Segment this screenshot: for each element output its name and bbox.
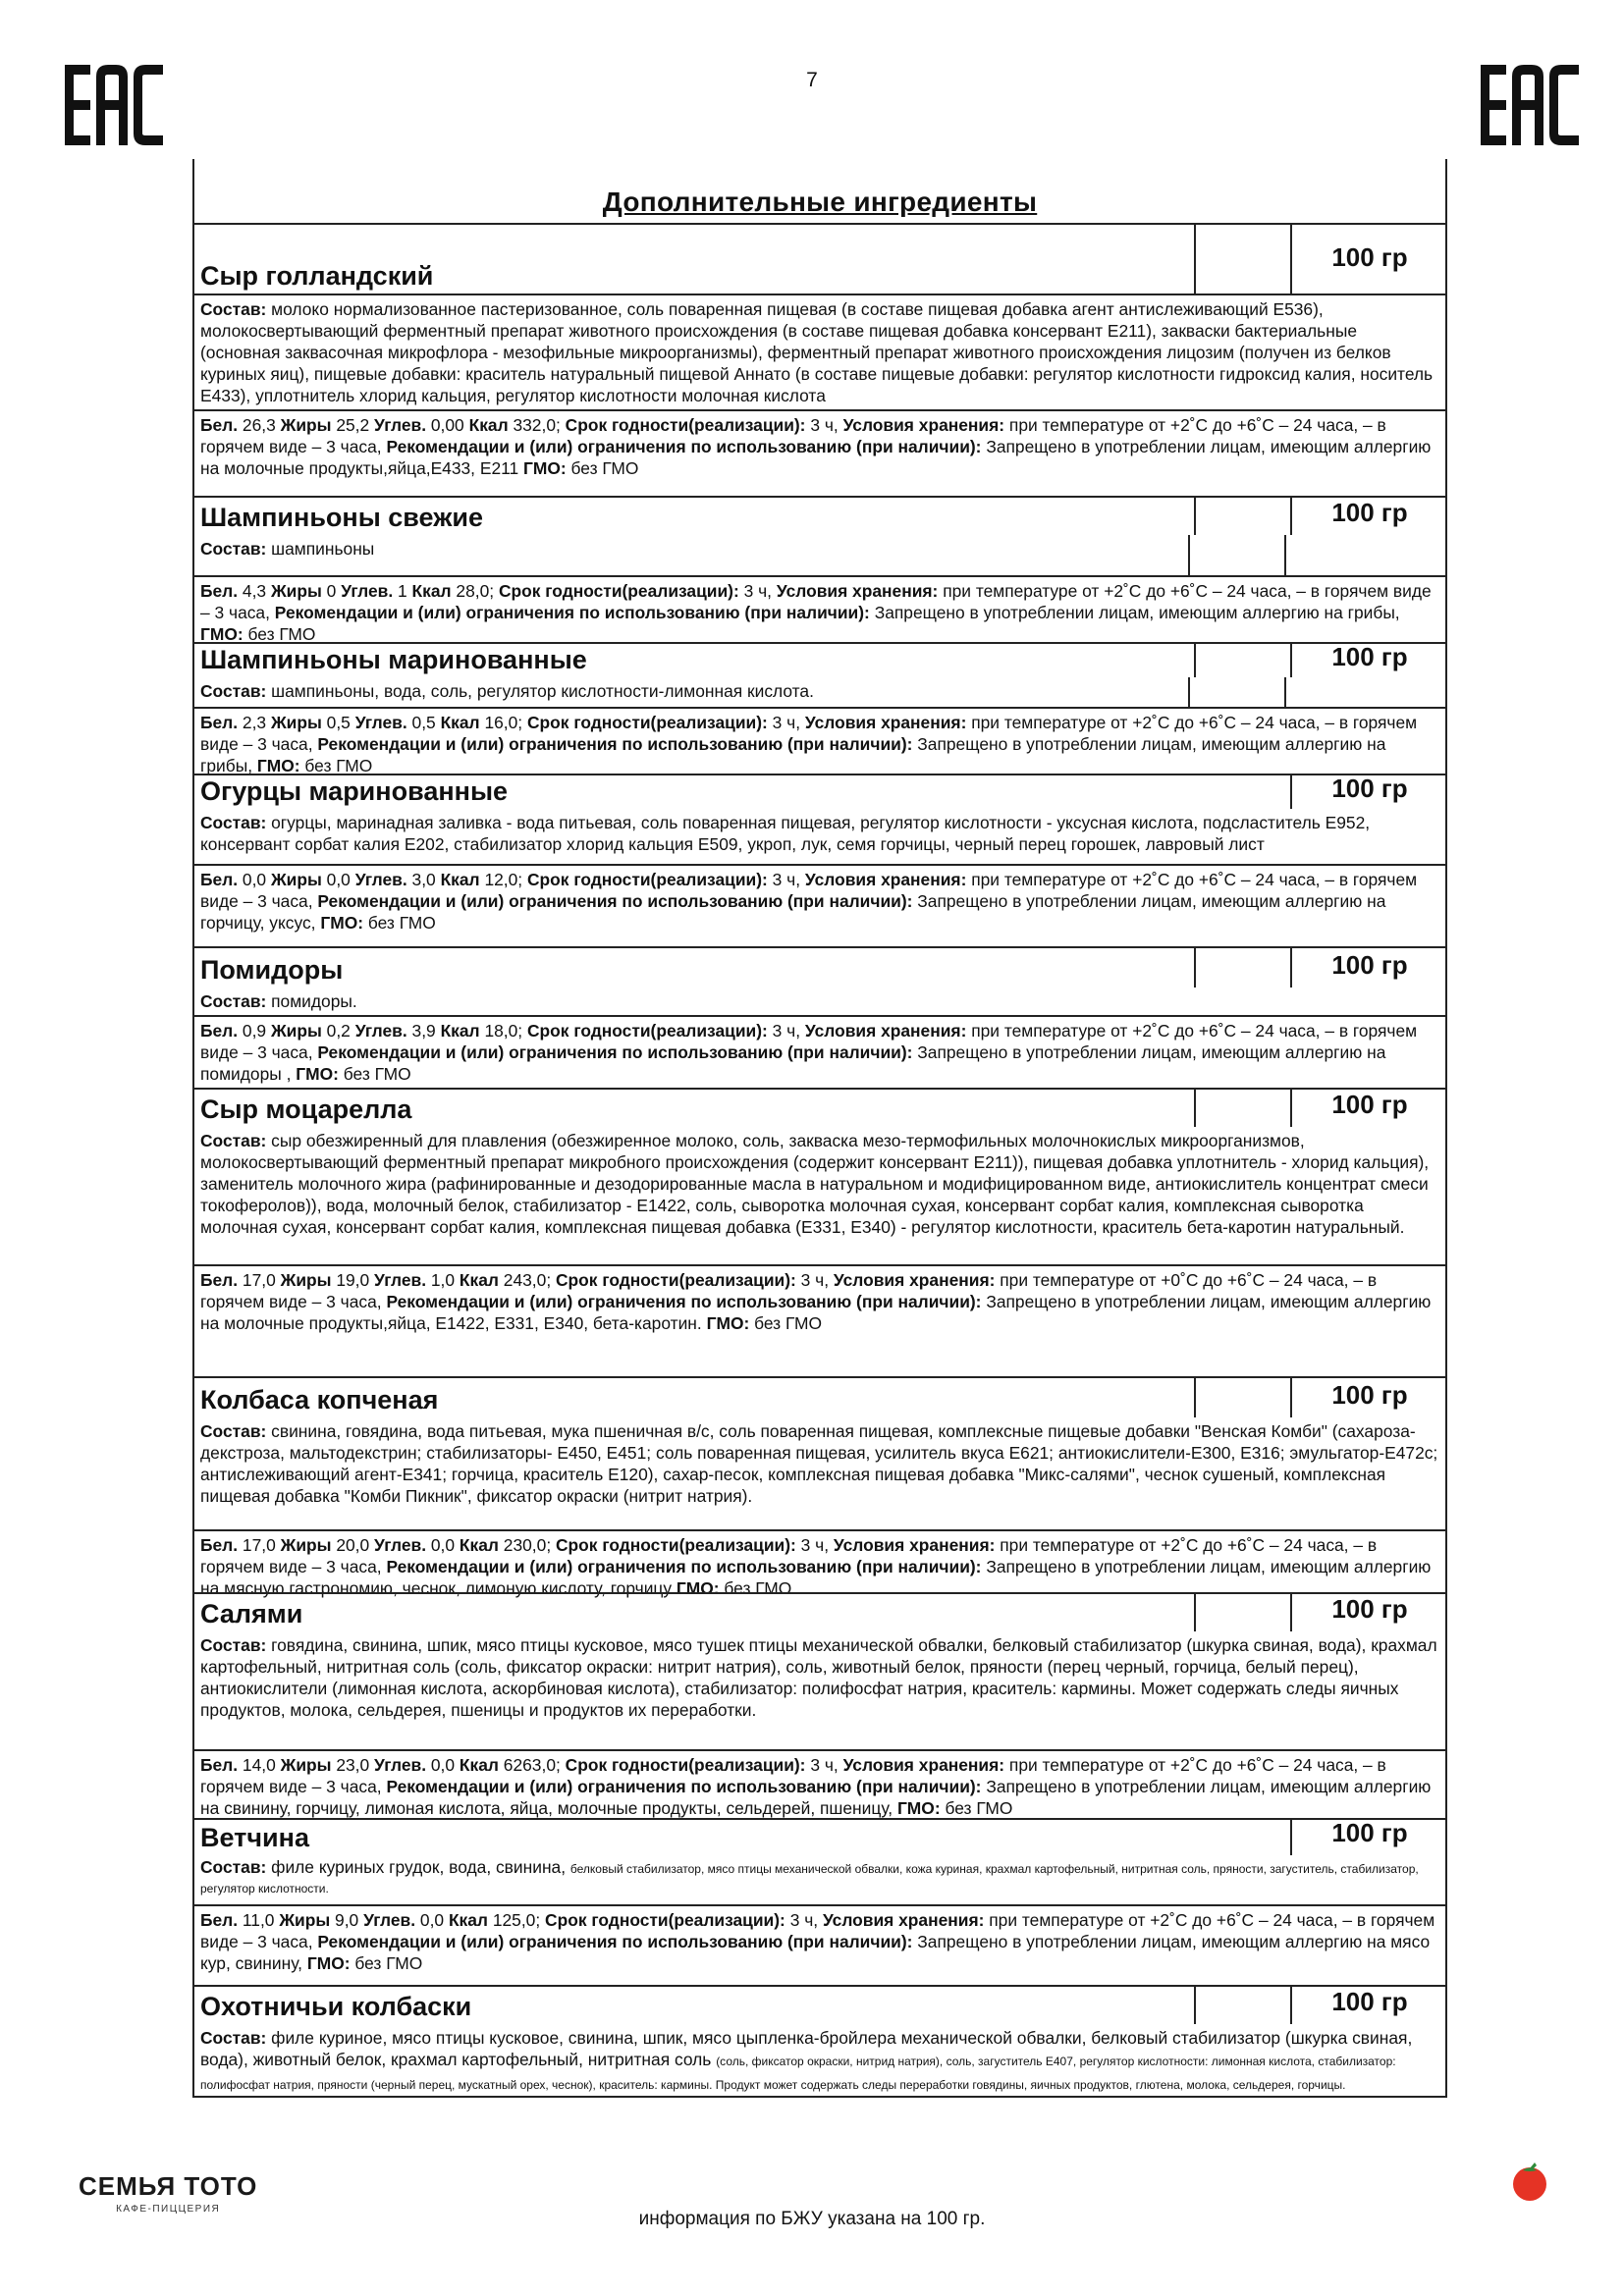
product-header [194, 775, 1445, 809]
ingredients-table [192, 159, 1447, 2098]
nutrition-row: Бел. 17,0 Жиры 20,0 Углев. 0,0 Ккал 230,0; Срок годности(реализации): 3 ч, Условия хранения: при температуре от +2˚С до +6˚С – 24 часа, – в горячем виде – 3 часа, Рекомендации и (или) ограничения по использованию (при наличии): Запрещено в употреблении лицам, имеющим аллергию на мясную гастрономию, чеснок, лимоную кислоту, горчицу ГМО: без ГМО [194, 1529, 1445, 1614]
product-block [194, 1088, 1445, 1368]
nutrition-row: Бел. 0,9 Жиры 0,2 Углев. 3,9 Ккал 18,0; Срок годности(реализации): 3 ч, Условия хранения: при температуре от +2˚С до +6˚С – 24 часа, – в горячем виде – 3 часа, Рекомендации и (или) ограничения по использованию (при наличии): Запрещено в употреблении лицам, имеющим аллергию на помидоры , ГМО: без ГМО [194, 1015, 1445, 1086]
composition-fine-print: белковый стабилизатор, мясо птицы механической обвалки, кожа куриная, крахмал картофельный, нитритная соль, пряности, загуститель, стабилизатор, регулятор кислотности. [200, 1862, 1419, 1896]
composition-text: шампиньоны, вода, соль, регулятор кислотности-лимонная кислота. [271, 681, 814, 701]
product-header [194, 1378, 1445, 1417]
product-block [194, 223, 1445, 480]
product-weight: 100 гр [1331, 1090, 1408, 1119]
product-weight: 100 гр [1331, 242, 1408, 272]
page-title: Дополнительные ингредиенты [602, 187, 1038, 217]
composition-row: Состав: филе куриное, мясо птицы кусковое, свинина, шпик, мясо цыпленка-бройлера механической обвалки, белковый стабилизатор (шкурка свиная, вода), животный белок, крахмал картофельный, нитритная соль (соль, фиксатор окраски, нитрид натрия), соль, загуститель Е407, регулятор кислотности: лимонная кислота, стабилизатор: полифосфат натрия, пряности (черный перец, мускатный орех, чеснок), краситель: кармины. Продукт может содержать следы переработки говядины, яичных продуктов, глютена, молока, сельдерея, горчицы. [200, 2028, 1413, 2092]
product-weight: 100 гр [1331, 1818, 1408, 1847]
product-weight: 100 гр [1331, 1594, 1408, 1624]
product-header [194, 644, 1445, 677]
nutrition-row: Бел. 14,0 Жиры 23,0 Углев. 0,0 Ккал 6263,0; Срок годности(реализации): 3 ч, Условия хранения: при температуре от +2˚С до +6˚С – 24 часа, – в горячем виде – 3 часа, Рекомендации и (или) ограничения по использованию (при наличии): Запрещено в употреблении лицам, имеющим аллергию на свинину, горчицу, лимоная кислота, яйца, молочные продукты, сельдерей, пшеницу, ГМО: без ГМО [194, 1749, 1445, 1820]
nutrition-row: Бел. 2,3 Жиры 0,5 Углев. 0,5 Ккал 16,0; Срок годности(реализации): 3 ч, Условия хранения: при температуре от +2˚С до +6˚С – 24 часа, – в горячем виде – 3 часа, Рекомендации и (или) ограничения по использованию (при наличии): Запрещено в употреблении лицам, имеющим аллергию на грибы, ГМО: без ГМО [194, 707, 1445, 775]
product-weight: 100 гр [1331, 950, 1408, 980]
product-weight: 100 гр [1331, 1987, 1408, 2016]
product-header [194, 1987, 1445, 2024]
composition-text: сыр обезжиренный для плавления (обезжиренное молоко, соль, закваска мезо-термофильных молочнокислых микроорганизмов, молокосвертывающий ферментный препарат микробного происхождения (содержит консервант Е211)), пищевая добавка уплотнитель - хлорид кальция), заменитель молочного жира (рафинированные и дезодорированные масла в натуральном и модифицированном виде, антиокислитель концентрат смеси токоферолов)), вода, молочный белок, стабилизатор - Е1422, соль, сыворотка молочная сухая, консервант сорбат калия, комплексная сыворотка молочная сухая, консервант сорбат калия, комплексная пищевая добавка (Е331, Е340) - регулятор кислотности, краситель бета-каротин натуральный. [200, 1131, 1430, 1237]
product-block [194, 1985, 1445, 2095]
product-name: Охотничьи колбаски [200, 1992, 472, 2021]
product-weight: 100 гр [1331, 774, 1408, 803]
product-weight: 100 гр [1331, 498, 1408, 527]
composition-text: говядина, свинина, шпик, мясо птицы кусковое, мясо тушек птицы механической обвалки, белковый стабилизатор (шкурка свиная, вода), крахмал картофельный, нитритная соль (соль, фиксатор окраски: нитрит натрия), соль, животный белок, пряности (перец черный, горчица, белый перец), антиокислители (лимонная кислота, аскорбиновая кислота), стабилизатор: полифосфат натрия, краситель: кармины. Может содержать следы яичных продуктов, молока, сельдерея, пшеницы и продуктов их переработки. [200, 1635, 1437, 1720]
product-block [194, 946, 1445, 1086]
nutrition-row: Бел. 0,0 Жиры 0,0 Углев. 3,0 Ккал 12,0; Срок годности(реализации): 3 ч, Условия хранения: при температуре от +2˚С до +6˚С – 24 часа, – в горячем виде – 3 часа, Рекомендации и (или) ограничения по использованию (при наличии): Запрещено в употреблении лицам, имеющим аллергию на горчицу, уксус, ГМО: без ГМО [194, 864, 1445, 934]
product-name: Колбаса копченая [200, 1385, 439, 1415]
composition-text: молоко нормализованное пастеризованное, соль поваренная пищевая (в составе пищевая добавка агент антислеживающий Е536), молокосвертывающий ферментный препарат животного происхождения (в составе пищевая добавка консервант Е211), закваски бактериальные (основная заквасочная микрофлора - мезофильные микроорганизмы), ферментный препарат животного происхождения лицозим (получен из белков куриных яиц), пищевые добавки: краситель натуральный пищевой Аннато (в составе пищевые добавки: регулятор кислотности гидроксид калия, носитель Е433), уплотнитель хлорид кальция, регулятор кислотности молочная кислота [200, 299, 1434, 405]
product-block [194, 1592, 1445, 1820]
product-block [194, 496, 1445, 642]
composition-row: Состав: говядина, свинина, шпик, мясо птицы кусковое, мясо тушек птицы механической обвалки, белковый стабилизатор (шкурка свиная, вода), крахмал картофельный, нитритная соль (соль, фиксатор окраски: нитрит натрия), соль, животный белок, пряности (перец черный, горчица, белый перец), антиокислители (лимонная кислота, аскорбиновая кислота), стабилизатор: полифосфат натрия, краситель: кармины. Может содержать следы яичных продуктов, молока, сельдерея, пшеницы и продуктов их переработки. [200, 1635, 1437, 1720]
nutrition-row: Бел. 4,3 Жиры 0 Углев. 1 Ккал 28,0; Срок годности(реализации): 3 ч, Условия хранения: при температуре от +2˚С до +6˚С – 24 часа, – в горячем виде – 3 часа, Рекомендации и (или) ограничения по использованию (при наличии): Запрещено в употреблении лицам, имеющим аллергию на грибы, ГМО: без ГМО [194, 575, 1445, 642]
brand-subtitle: КАФЕ-ПИЦЦЕРИЯ [116, 2204, 221, 2215]
composition-text: филе куриное, мясо птицы кусковое, свинина, шпик, мясо цыпленка-бройлера механической обвалки, белковый стабилизатор (шкурка свиная, вода), животный белок, крахмал картофельный, нитритная соль [200, 2028, 1413, 2069]
composition-text: филе куриных грудок, вода, свинина, [271, 1857, 567, 1877]
composition-row: Состав: молоко нормализованное пастеризованное, соль поваренная пищевая (в составе пищевая добавка агент антислеживающий Е536), молокосвертывающий ферментный препарат животного происхождения (в составе пищевая добавка консервант Е211), закваски бактериальные (основная заквасочная микрофлора - мезофильные микроорганизмы), ферментный препарат животного происхождения лицозим (получен из белков куриных яиц), пищевые добавки: краситель натуральный пищевой Аннато (в составе пищевые добавки: регулятор кислотности гидроксид калия, носитель Е433), уплотнитель хлорид кальция, регулятор кислотности молочная кислота [194, 294, 1445, 409]
product-header [194, 498, 1445, 535]
product-header [194, 225, 1445, 294]
product-block [194, 642, 1445, 775]
product-name: Сыр моцарелла [200, 1095, 412, 1124]
composition-row: Состав: огурцы, маринадная заливка - вода питьевая, соль поваренная пищевая, регулятор кислотности - уксусная кислота, подсластитель Е952, консервант сорбат калия Е202, стабилизатор хлорид кальция Е509, укроп, лук, семя горчицы, черный перец горошек, лавровый лист [200, 813, 1371, 854]
nutrition-row: Бел. 17,0 Жиры 19,0 Углев. 1,0 Ккал 243,0; Срок годности(реализации): 3 ч, Условия хранения: при температуре от +0˚С до +6˚С – 24 часа, – в горячем виде – 3 часа, Рекомендации и (или) ограничения по использованию (при наличии): Запрещено в употреблении лицам, имеющим аллергию на молочные продукты,яйца, Е1422, Е331, Е340, бета-каротин. ГМО: без ГМО [194, 1264, 1445, 1368]
eac-mark-right [1481, 65, 1579, 145]
composition-text: огурцы, маринадная заливка - вода питьевая, соль поваренная пищевая, регулятор кислотности - уксусная кислота, подсластитель Е952, консервант сорбат калия Е202, стабилизатор хлорид кальция Е509, укроп, лук, семя горчицы, черный перец горошек, лавровый лист [200, 813, 1371, 854]
product-name: Ветчина [200, 1823, 309, 1852]
composition-row: Состав: шампиньоны [194, 535, 1445, 575]
page-number: 7 [806, 69, 818, 91]
composition-text: помидоры. [271, 991, 357, 1011]
footer-note: информация по БЖУ указана на 100 гр. [638, 2209, 986, 2229]
product-name: Помидоры [200, 955, 344, 985]
composition-fine-print: (соль, фиксатор окраски, нитрид натрия), соль, загуститель Е407, регулятор кислотности: лимонная кислота, стабилизатор: полифосфат натрия, пряности (черный перец, мускатный орех, чеснок), краситель: кармины. Продукт может содержать следы переработки говядины, яичных продуктов, глютена, молока, сельдерея, горчицы. [200, 2055, 1396, 2092]
product-header [194, 948, 1445, 988]
product-header [194, 1820, 1445, 1855]
product-name: Шампиньоны свежие [200, 503, 483, 532]
brand-name: СЕМЬЯ ТОТО [79, 2171, 258, 2201]
composition-text: свинина, говядина, вода питьевая, мука пшеничная в/с, соль поваренная пищевая, комплексные пищевые добавки "Венская Комби" (сахароза-декстроза, мальтодекстрин; стабилизаторы- Е450, Е451; соль поваренная пищевая, усилитель вкуса Е621; антиокислители-Е300, Е316; эмульгатор-Е472с; антислеживающий агент-Е341; горчица, краситель Е120), сахар-песок, комплексная пищевая добавка "Микс-салями", чеснок сушеный, комплексная пищевая добавка "Комби Пикник", фиксатор окраски (нитрит натрия). [200, 1421, 1438, 1506]
composition-row: Состав: свинина, говядина, вода питьевая, мука пшеничная в/с, соль поваренная пищевая, комплексные пищевые добавки "Венская Комби" (сахароза-декстроза, мальтодекстрин; стабилизаторы- Е450, Е451; соль поваренная пищевая, усилитель вкуса Е621; антиокислители-Е300, Е316; эмульгатор-Е472с; антислеживающий агент-Е341; горчица, краситель Е120), сахар-песок, комплексная пищевая добавка "Микс-салями", чеснок сушеный, комплексная пищевая добавка "Комби Пикник", фиксатор окраски (нитрит натрия). [200, 1421, 1438, 1506]
product-name: Сыр голландский [200, 261, 434, 291]
product-block [194, 1818, 1445, 1975]
product-name: Салями [200, 1599, 303, 1629]
product-weight: 100 гр [1331, 642, 1408, 671]
product-weight: 100 гр [1331, 1380, 1408, 1410]
product-block [194, 774, 1445, 934]
composition-text: шампиньоны [271, 539, 375, 559]
composition-row: Состав: сыр обезжиренный для плавления (обезжиренное молоко, соль, закваска мезо-термофильных молочнокислых микроорганизмов, молокосвертывающий ферментный препарат микробного происхождения (содержит консервант Е211)), пищевая добавка уплотнитель - хлорид кальция), заменитель молочного жира (рафинированные и дезодорированные масла в натуральном и модифицированном виде, антиокислитель концентрат смеси токоферолов)), вода, молочный белок, стабилизатор - Е1422, соль, сыворотка молочная сухая, консервант сорбат калия, комплексная сыворотка молочная сухая, консервант сорбат калия, комплексная пищевая добавка (Е331, Е340) - регулятор кислотности, краситель бета-каротин натуральный. [200, 1131, 1430, 1237]
nutrition-row: Бел. 26,3 Жиры 25,2 Углев. 0,00 Ккал 332,0; Срок годности(реализации): 3 ч, Условия хранения: при температуре от +2˚С до +6˚С – 24 часа, – в горячем виде – 3 часа, Рекомендации и (или) ограничения по использованию (при наличии): Запрещено в употреблении лицам, имеющим аллергию на молочные продукты,яйца,Е433, Е211 ГМО: без ГМО [194, 409, 1445, 480]
product-name: Огурцы маринованные [200, 776, 509, 806]
product-header [194, 1594, 1445, 1631]
nutrition-row: Бел. 11,0 Жиры 9,0 Углев. 0,0 Ккал 125,0; Срок годности(реализации): 3 ч, Условия хранения: при температуре от +2˚С до +6˚С – 24 часа, – в горячем виде – 3 часа, Рекомендации и (или) ограничения по использованию (при наличии): Запрещено в употреблении лицам, имеющим аллергию на мясо кур, свинину, ГМО: без ГМО [194, 1904, 1445, 1975]
tomato-icon [1508, 2160, 1551, 2203]
composition-row: Состав: филе куриных грудок, вода, свинина, белковый стабилизатор, мясо птицы механической обвалки, кожа куриная, крахмал картофельный, нитритная соль, пряности, загуститель, стабилизатор, регулятор кислотности. [200, 1857, 1419, 1896]
composition-row: Состав: шампиньоны, вода, соль, регулятор кислотности-лимонная кислота. [194, 677, 1445, 707]
product-block [194, 1376, 1445, 1614]
product-header [194, 1090, 1445, 1127]
product-name: Шампиньоны маринованные [200, 645, 587, 674]
composition-row: Состав: помидоры. [200, 991, 357, 1011]
